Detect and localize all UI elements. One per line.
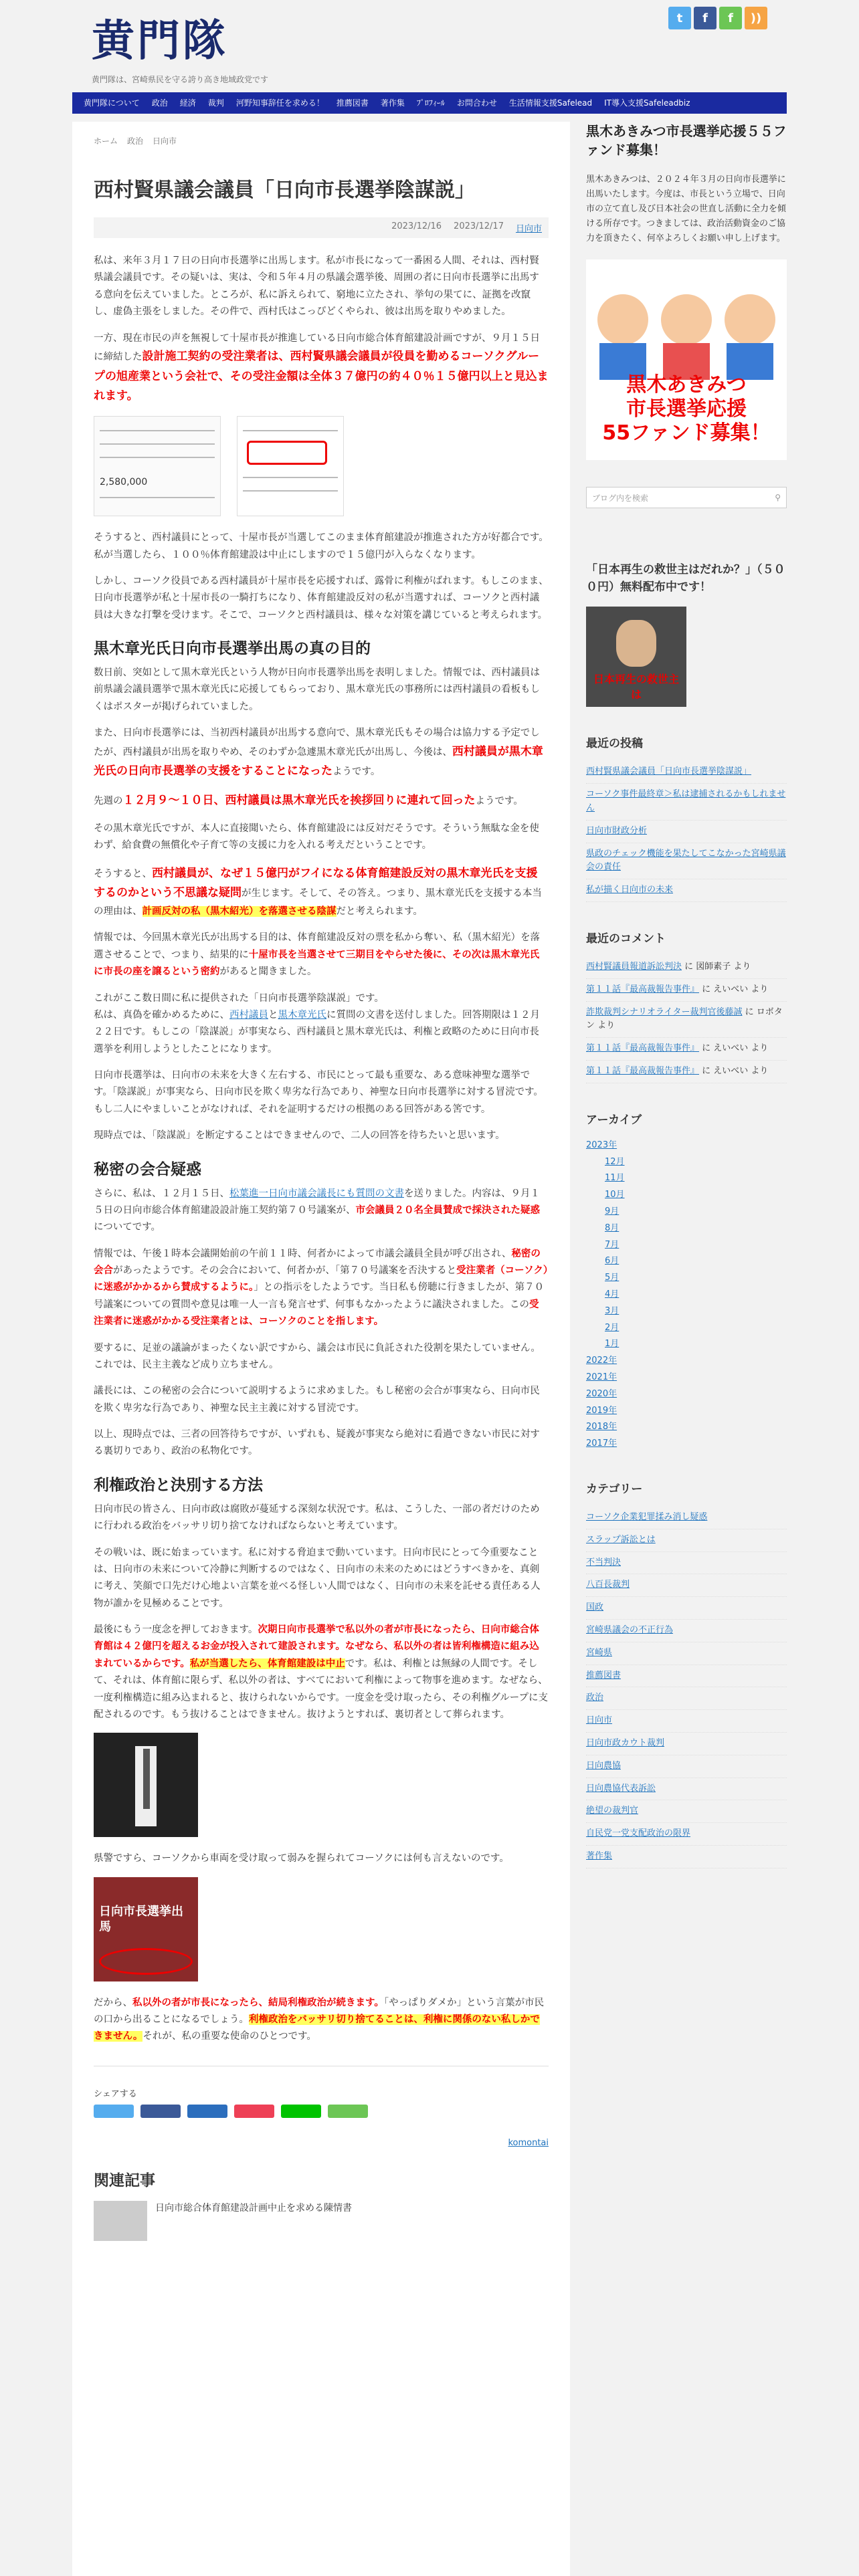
paragraph: 以上、現時点では、三者の回答待ちですが、いずれも、疑義が事実なら絶対に看過できない市民に対する裏切りであり、政治の私物化です。 <box>94 1429 540 1457</box>
text: です。私は、利権とは無縁の人間です。そして、それは、体育館に限らず、私以外の者は、すべてにおいて利権によって物事を進めます。なぜなら、一度利権構造に組み込まれると、抜けられないからです。一度金を受け取ったら、その利権グループに支配されるのです。もう抜けることはできません。抜けようとすれば、裏切者として葬られます。 <box>94 1658 549 1720</box>
contract-detail-image <box>237 416 344 516</box>
recent-comment-item <box>586 1002 787 1039</box>
text: が生じます。そして、その答え。つまり、黒木章光氏を支援する本当の理由は、 <box>94 888 542 917</box>
paragraph <box>94 791 549 811</box>
paragraph: 県警ですら、コーソクから車両を受け取って弱みを握られてコーソクには何も言えないのです。 <box>94 1853 509 1864</box>
archive-month-link[interactable]: 2月 <box>605 1322 619 1333</box>
category-item <box>586 1529 787 1552</box>
nav-item[interactable]: 政治 <box>151 98 168 108</box>
emphasis: 十屋市長を当選させて三期目をやらせた後に、その次は黒木章光氏に市長の座を譲るという密約 <box>94 949 540 978</box>
category-item <box>586 1552 787 1575</box>
archive-year <box>586 1370 787 1386</box>
category-link[interactable]: 推薦図書 <box>586 1670 622 1681</box>
archive-year <box>586 1436 787 1453</box>
comment-author: に えいべい より <box>702 984 769 994</box>
paragraph: 日向市民の皆さん、日向市政は腐敗が蔓延する深刻な状況です。私は、こうした、一部の者だけのために行われる政治をバッサリ切り捨てなければならないと考えています。 <box>94 1503 540 1532</box>
archive-month-link[interactable]: 4月 <box>605 1289 619 1299</box>
text: また、日向市長選挙には、当初西村議員が出馬する意向で、黒木章光氏もその場合は協力する予定でしたが、西村議員が出馬を取りやめ、そのわずか急遽黒木章光氏が出馬し、今後は、 <box>94 728 540 758</box>
text: それが、私の重要な使命のひとつです。 <box>142 2031 316 2042</box>
campaign-sign-photo <box>94 1877 198 1981</box>
nav-item[interactable]: 裁判 <box>207 98 224 108</box>
author-link[interactable]: komontai <box>508 2137 549 2148</box>
text: だと考えられます。 <box>336 906 423 917</box>
share-feedly-button[interactable] <box>328 2105 368 2118</box>
category-link[interactable]: 自民党一党支配政治の限界 <box>586 1828 691 1839</box>
category-link[interactable]: 日向市政カウト裁判 <box>586 1737 665 1748</box>
banner-line-1: 黒木あきみつ <box>626 373 747 397</box>
archive-month <box>586 1303 787 1320</box>
breadcrumb-hyuga[interactable]: 日向市 <box>153 136 177 146</box>
paragraph <box>94 990 549 1059</box>
recent-post-item <box>586 879 787 902</box>
categories-list <box>586 1507 787 1868</box>
nav-item[interactable]: 黄門隊について <box>84 98 140 108</box>
recent-post-link[interactable]: 西村賢県議会議員「日向市長選挙陰謀説」 <box>586 766 752 777</box>
paragraph <box>94 725 549 782</box>
related-post-title[interactable]: 日向市総合体育館建設計画中止を求める陳情書 <box>155 2202 352 2214</box>
comment-post-link[interactable]: 第１１話『最高裁報告事件』 <box>586 1043 700 1054</box>
archive-year-link[interactable]: 2017年 <box>586 1438 617 1449</box>
text: 」との指示をしたようです。当日私も傍聴に行きましたが、第７０号議案についての質問や意見は唯一人一言も発言せず、何事もなかったように議決されました。この <box>94 1282 545 1310</box>
recent-post-link[interactable]: 県政のチェック機能を果たしてこなかった宮崎県議会の責任 <box>586 848 786 873</box>
share-line-button[interactable] <box>281 2105 321 2118</box>
text: ようです。 <box>475 796 523 807</box>
related-post[interactable] <box>94 2201 549 2241</box>
paragraph: その戦いは、既に始まっています。私に対する脅迫まで動いています。日向市民にとって今重要なことは、日向市の未来について冷静に判断するのではなく、日向市の未来のためにはどうすべきかを、真剣に考え、笑顔で口先だけ心地よい言葉を並べる怪しい人間ではなく、日向市の未来を託せる責任ある人物が誰かを見極めることです。 <box>94 1547 541 1609</box>
paragraph: 議長には、この秘密の会合について説明するように求めました。もし秘密の会合が事実なら、日向市民を欺く卑劣な行為であり、神聖な民主主義に対する冒涜です。 <box>94 1386 540 1414</box>
archive-month-link[interactable]: 12月 <box>605 1156 625 1167</box>
archive-year-link[interactable]: 2019年 <box>586 1405 617 1416</box>
paragraph <box>94 1995 549 2046</box>
section-heading: 黒木章光氏日向市長選挙出馬の真の目的 <box>94 640 371 657</box>
section-heading: 秘密の会合疑惑 <box>94 1160 201 1178</box>
archive-month <box>586 1237 787 1254</box>
emphasis: 次期日向市長選挙で私以外の者が市長になったら、日向市総合体育館は４２億円を超えるお金が投入されて建設されます。なぜなら、私以外の者は皆利権構造に組み込まれているからです。 <box>94 1624 539 1669</box>
category-link[interactable]: コーソク企業犯罪揉み消し疑惑 <box>586 1511 708 1522</box>
nav-item[interactable]: 著作集 <box>380 98 405 108</box>
archive-month-link[interactable]: 1月 <box>605 1339 619 1350</box>
breadcrumb-politics[interactable]: 政治 <box>127 136 144 146</box>
text: そうすると、 <box>94 868 152 879</box>
search-input[interactable]: ブログ内を検索 <box>592 493 649 503</box>
global-nav <box>72 92 787 114</box>
category-item <box>586 1778 787 1801</box>
category-item <box>586 1710 787 1733</box>
category-link[interactable]: 不当判決 <box>586 1557 622 1568</box>
kuroki-link[interactable]: 黒木章光氏 <box>278 1009 326 1021</box>
author <box>94 2138 549 2148</box>
recent-comments-heading: 最近のコメント <box>586 932 666 946</box>
recent-comments-list <box>586 956 787 1083</box>
emphasis: 市会議員２０名全員賛成で採決された疑惑 <box>355 1204 540 1216</box>
emphasis: 設計施工契約の受注業者は、西村賢県議会議員が役員を勤めるコーソクグループの旭産業という会社で、その受注金額は全体３７億円の約４０％１５億円以上と見込まれます。 <box>94 349 549 403</box>
comment-author: に 図師素子 より <box>684 962 751 972</box>
facebook-icon[interactable]: f <box>694 7 717 29</box>
text: があったようです。その会合において、何者かが、「第７０号議案を否決すると <box>113 1265 457 1276</box>
nav-item[interactable]: お問合わせ <box>456 98 497 108</box>
category-link[interactable]: 著作集 <box>586 1850 613 1861</box>
contract-amount: 2,580,000 <box>100 477 148 488</box>
category-link[interactable]: 日向農協代表訴訟 <box>586 1783 656 1794</box>
recent-post-link[interactable]: 私が描く日向市の未来 <box>586 885 674 895</box>
emphasis: 西村議員が、なぜ１５億円がフイになる体育館建設反対の黒木章光氏を支援するのかという不思議な疑問 <box>94 866 538 900</box>
category-link[interactable]: 絶望の裁判官 <box>586 1806 639 1816</box>
text: さらに、私は、１２月１５日、 <box>94 1188 229 1199</box>
text: と <box>268 1009 278 1021</box>
archive-year-link[interactable]: 2022年 <box>586 1356 617 1366</box>
share-pocket-button[interactable] <box>234 2105 274 2118</box>
archive-year-link[interactable]: 2023年 <box>586 1140 617 1150</box>
category-item <box>586 1823 787 1846</box>
emphasis: 受注業者に迷惑がかかる受注業者とは、コーソクのことを指します。 <box>94 1299 539 1327</box>
recent-comment-item <box>586 1038 787 1061</box>
share-label: シェアする <box>94 2088 137 2099</box>
category-item <box>586 1665 787 1688</box>
share-buttons <box>94 2105 549 2118</box>
highlight: 利権政治をバッサリ切り捨てることは、利権に関係のない私しかできません。 <box>94 2014 540 2042</box>
contract-document-image <box>94 416 221 516</box>
book-cover-title: 日本再生の救世主は <box>593 673 679 702</box>
text: ようです。 <box>332 766 381 778</box>
recent-post-item <box>586 843 787 880</box>
sns-follow-buttons <box>668 7 767 29</box>
feedly-icon[interactable]: f <box>719 7 742 29</box>
campaign-text: 黒木あきみつは、２０２４年３月の日向市長選挙に出馬いたします。今度は、市長という立場で、日向市の立て直し及び日本社会の世直し活動に全力を傾ける所存です。つきましては、政治活動資金のご協力を頂きたく、何卒よろしくお願い申し上げます。 <box>586 175 787 244</box>
nav-item[interactable]: ﾌﾟﾛﾌｨｰﾙ <box>416 98 445 108</box>
text: を送りました。内容は、９月１５日の日向市総合体育館建設設計施工契約第７０号議案が、 <box>94 1188 540 1216</box>
paragraph: 私は、来年３月１７日の日向市長選挙に出馬します。私が市長になって一番困る人間、それは、西村賢県議会議員です。その疑いは、実は、令和５年４月の県議会選挙後、周囲の者に日向市長選挙に出馬する意向を伝えていました。ところが、私に訴えられて、窮地に立たされ、挙句の果てに、証拠を改竄し、虚偽主張をしました。その件で、西村氏はこっぴどくやられ、彼は出馬を取りやめました。 <box>94 255 539 318</box>
archive-month <box>586 1336 787 1353</box>
comment-post-link[interactable]: 詐欺裁判シナリオライター裁判官後藤誠 <box>586 1006 743 1017</box>
emphasis: 受注業者（コーソク）に迷惑がかかるから賛成するように。 <box>94 1265 549 1293</box>
recent-posts-heading: 最近の投稿 <box>586 737 643 751</box>
comment-post-link[interactable]: 西村賢議員報道訴訟判決 <box>586 962 682 972</box>
text: 「やっぱりダメか」という言葉が市民の口から出ることになるでしょう。 <box>94 1997 545 2025</box>
archive-month-link[interactable]: 6月 <box>605 1256 619 1267</box>
nav-item[interactable]: IT導入支援Safeleadbiz <box>604 98 690 108</box>
category-link[interactable]: 宮崎県議会の不正行為 <box>586 1624 674 1635</box>
category-item <box>586 1733 787 1755</box>
paragraph <box>94 1622 549 1723</box>
category-link[interactable]: 宮崎県 <box>586 1647 613 1658</box>
archive-year <box>586 1353 787 1370</box>
nav-item[interactable]: 生活情報支援Safelead <box>508 98 593 108</box>
text: 一方、現在市民の声を無視して十屋市長が推進している日向市総合体育館建設計画ですが、９月１５日に締結した <box>94 332 540 362</box>
archive-month <box>586 1320 787 1337</box>
archive-year-link[interactable]: 2018年 <box>586 1422 617 1432</box>
text: についてです。 <box>94 1222 161 1233</box>
category-link[interactable]: スラップ訴訟とは <box>586 1534 656 1545</box>
archive-month-link[interactable]: 9月 <box>605 1206 619 1217</box>
archive-month-link[interactable]: 10月 <box>605 1190 625 1200</box>
archive-year <box>586 1403 787 1420</box>
archive-year <box>586 1386 787 1403</box>
comment-author: に えいべい より <box>702 1066 769 1077</box>
section-heading: 利権政治と決別する方法 <box>94 1476 263 1494</box>
money-handover-photo <box>94 1733 198 1837</box>
archive-month <box>586 1220 787 1237</box>
nav-item[interactable]: 推薦図書 <box>336 98 369 108</box>
category-item <box>586 1642 787 1665</box>
share-twitter-button[interactable] <box>94 2105 134 2118</box>
archive-month <box>586 1170 787 1187</box>
nishimura-link[interactable]: 西村議員 <box>229 1009 268 1021</box>
category-link[interactable]: 国政 <box>586 1602 604 1613</box>
paragraph: そうすると、西村議員にとって、十屋市長が当選してこのまま体育館建設が推進された方が好都合です。私が当選したら、１００％体育館建設は中止にしますので１５億円が入らなくなります。 <box>94 532 549 560</box>
share-facebook-button[interactable] <box>140 2105 181 2118</box>
paragraph <box>94 1246 549 1331</box>
categories-heading: カテゴリー <box>586 1482 643 1496</box>
category-item <box>586 1800 787 1823</box>
twitter-icon[interactable]: t <box>668 7 691 29</box>
recent-comment-item <box>586 979 787 1002</box>
archive-month <box>586 1154 787 1171</box>
sign-text: 日向市長選挙出馬 <box>99 1904 183 1935</box>
sidebar <box>586 122 787 2576</box>
paragraph: 現時点では、「陰謀説」を断定することはできませんので、二人の回答を待ちたいと思います。 <box>94 1130 505 1142</box>
site-tagline: 黄門隊は、宮崎県民を守る誇り高き地域政党です <box>92 75 269 84</box>
archive-heading: アーカイブ <box>586 1113 642 1127</box>
archive-month <box>586 1287 787 1303</box>
archive-month-link[interactable]: 8月 <box>605 1222 619 1233</box>
highlight: 計画反対の私（黒木紹光）を落選させる陰謀 <box>142 906 337 917</box>
emphasis: １２月９〜１０日、西村議員は黒木章光氏を挨拶回りに連れて回った <box>122 794 476 807</box>
paragraph: しかし、コーソク役員である西村議員が十屋市長を応援すれば、露骨に利権がばれます。もしこのまま、日向市長選挙が私と十屋市長の一騎打ちになり、体育館建設反対の私が当選すれば、コーソクと西村議員は大きな打撃を受けます。そこで、コーソクと西村議員は、様々な対策を講じていると考えられます。 <box>94 575 549 621</box>
archive-month-link[interactable]: 5月 <box>605 1273 619 1283</box>
archive-month-link[interactable]: 7月 <box>605 1239 619 1250</box>
recent-posts-list <box>586 761 787 902</box>
category-item <box>586 1507 787 1529</box>
emphasis: 秘密の会合 <box>94 1248 541 1276</box>
paragraph <box>94 1186 549 1237</box>
comment-author: に ロボタン より <box>586 1006 783 1031</box>
search-box[interactable] <box>586 487 787 508</box>
recent-post-item <box>586 784 787 821</box>
archive-year <box>586 1138 787 1154</box>
text: があると聞きました。 <box>219 966 317 978</box>
category-link[interactable]: 日向市 <box>586 1715 613 1726</box>
paragraph: 数日前、突如として黒木章光氏という人物が日向市長選挙出馬を表明しました。情報では、西村議員は前県議会議員選挙で黒木章光氏に応援してもらっており、黒木章光氏の事務所には西村議員の看板もしくはポスターが掲げられていました。 <box>94 667 540 712</box>
article-main <box>72 122 570 2576</box>
campaign-heading: 黒木あきみつ市長選挙応援５５ファンド募集！ <box>586 123 787 158</box>
paragraph <box>94 330 549 407</box>
emphasis: 西村議員が黒木章光氏の日向市長選挙の支援をすることになった <box>94 744 543 778</box>
nav-item[interactable]: 河野知事辞任を求める！ <box>235 98 324 108</box>
related-thumbnail[interactable] <box>94 2201 147 2241</box>
nav-item[interactable]: 経済 <box>179 98 196 108</box>
category-item <box>586 1687 787 1710</box>
book-heading: 「日本再生の救世主はだれか？」（５００円）無料配布中です！ <box>586 563 785 594</box>
text: に質問の文書を送付しました。回答期限は１２月２２日です。もしこの「陰謀説」が事実なら、西村議員と黒木章光氏は、利権と政略のために日向市長選挙を利用しようとしたことになります。 <box>94 1009 540 1055</box>
category-item <box>586 1574 787 1597</box>
category-link[interactable]: 日向農協 <box>586 1760 622 1771</box>
text: 私は、真偽を確かめるために、 <box>94 1009 229 1021</box>
recent-post-link[interactable]: コーソク事件最終章＞私は逮捕されるかもしれません <box>586 789 786 814</box>
text: 情報では、午後１時本会議開始前の午前１１時、何者かによって市議会議員全員が呼び出され、 <box>94 1248 512 1259</box>
chairman-letter-link[interactable]: 松葉進一日向市議会議長にも質問の文書 <box>229 1188 404 1199</box>
breadcrumb-home[interactable]: ホーム <box>94 136 118 146</box>
recent-comment-item <box>586 956 787 979</box>
category-item <box>586 1597 787 1620</box>
recent-post-item <box>586 761 787 784</box>
updated-date: 2023/12/17 <box>454 221 504 231</box>
site-header <box>0 0 859 92</box>
archive-month <box>586 1270 787 1287</box>
category-item <box>586 1755 787 1778</box>
recent-post-item <box>586 821 787 843</box>
recent-post-link[interactable]: 日向市財政分析 <box>586 825 648 836</box>
banner-line-3: 55ファンド募集！ <box>602 421 771 445</box>
text: これがここ数日間に私に提供された「日向市長選挙陰謀説」です。 <box>94 992 384 1004</box>
text: 情報では、今回黒木章光氏が出馬する目的は、体育館建設反対の票を私から奪い、私（黒木紹光）を落選させることで、つまり、結果的に <box>94 932 540 960</box>
site-logo[interactable]: 黄門隊 <box>92 16 228 66</box>
book-cover-image[interactable] <box>586 607 686 707</box>
contract-document-images <box>94 416 549 516</box>
archive-month-link[interactable]: 3月 <box>605 1305 619 1316</box>
archive-month <box>586 1204 787 1220</box>
highlight: 私が当選したら、体育館建設は中止 <box>189 1658 345 1669</box>
archive-month <box>586 1187 787 1204</box>
text: 最後にもう一度念を押しておきます。 <box>94 1624 258 1635</box>
paragraph: その黒木章光氏ですが、本人に直接聞いたら、体育館建設には反対だそうです。そういう無駄な金を使わず、給食費の無償化や子育て等の支援に力を入れる考えだということです。 <box>94 823 539 851</box>
archive-month <box>586 1253 787 1270</box>
breadcrumb <box>94 135 549 146</box>
category-item <box>586 1620 787 1642</box>
comment-author: に えいべい より <box>702 1043 769 1054</box>
archive-year-link[interactable]: 2021年 <box>586 1372 617 1382</box>
search-icon[interactable]: ⚲ <box>775 493 781 503</box>
text: 先週の <box>94 796 123 807</box>
posted-date: 2023/12/16 <box>391 221 442 231</box>
archive-month-link[interactable]: 11月 <box>605 1173 625 1184</box>
text: だから、 <box>94 1997 132 2008</box>
archive-list <box>586 1138 787 1453</box>
paragraph: 要するに、足並の議論がまったくない訳ですから、議会は市民に負託された役割を果たしていません。これでは、民主主義など成り立ちません。 <box>94 1342 541 1370</box>
related-heading: 関連記事 <box>94 2171 155 2189</box>
archive-year-link[interactable]: 2020年 <box>586 1388 617 1399</box>
paragraph: 日向市長選挙は、日向市の未来を大きく左右する、市民にとって最も重要な、ある意味神聖な選挙です。「陰謀説」が事実なら、日向市民を欺く卑劣な行為であり、神聖な日向市長選挙に対する冒涜です。もし二人にやましいことがなければ、それを証明するだけの根拠のある回答がある筈です。 <box>94 1070 543 1115</box>
recent-comment-item <box>586 1061 787 1083</box>
emphasis: 私以外の者が市長になったら、結局利権政治が続きます。 <box>132 1997 384 2008</box>
post-category-link[interactable]: 日向市 <box>515 224 542 234</box>
page-title: 西村賢県議会議員「日向市長選挙陰謀説」 <box>94 179 475 202</box>
category-item <box>586 1846 787 1868</box>
share-hatena-button[interactable] <box>187 2105 227 2118</box>
category-link[interactable]: 八百長裁判 <box>586 1580 630 1590</box>
paragraph <box>94 930 549 980</box>
banner-line-2: 市長選挙応援 <box>626 397 747 421</box>
fund-banner[interactable] <box>586 259 787 460</box>
rss-icon[interactable]: )) <box>745 7 767 29</box>
post-meta <box>94 217 549 238</box>
archive-year <box>586 1419 787 1436</box>
comment-post-link[interactable]: 第１１話『最高裁報告事件』 <box>586 984 700 994</box>
paragraph <box>94 864 549 921</box>
category-link[interactable]: 政治 <box>586 1693 604 1703</box>
comment-post-link[interactable]: 第１１話『最高裁報告事件』 <box>586 1066 700 1077</box>
